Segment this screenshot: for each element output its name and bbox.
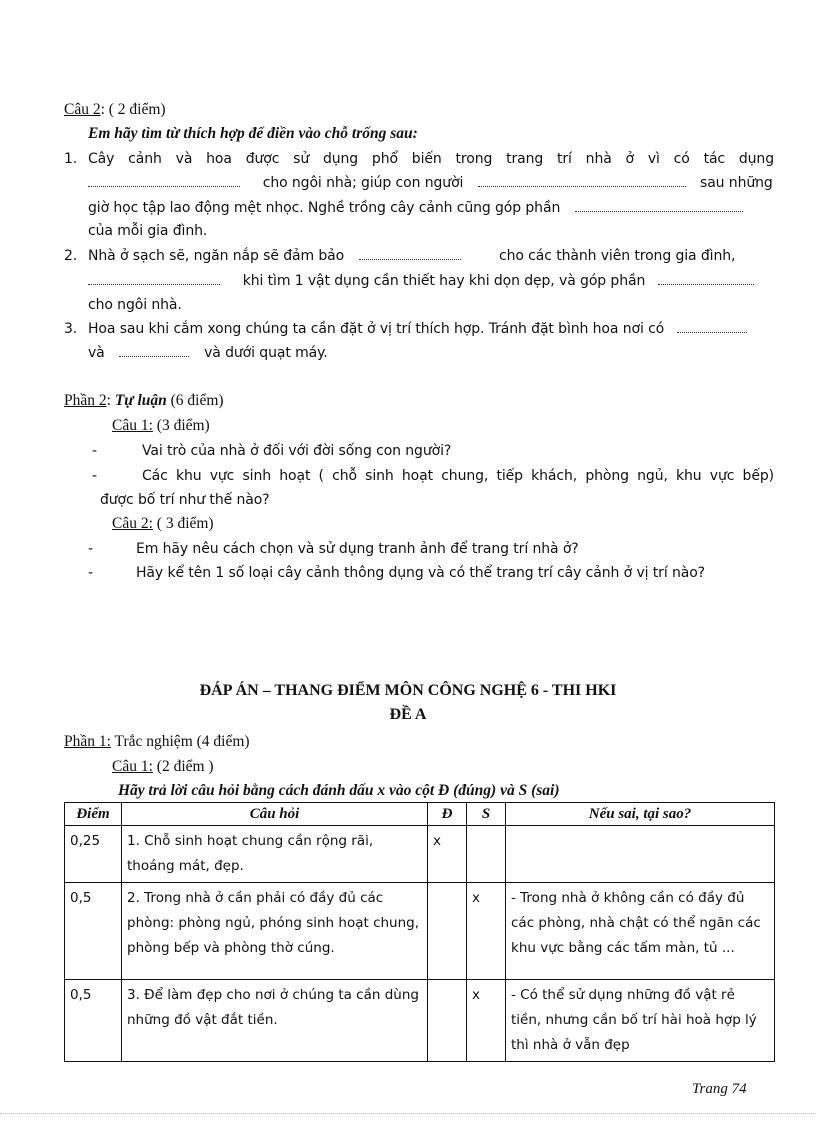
cell-ly-do: - Có thể sử dụng những đồ vật rẻ tiền, nhưng cần bố trí hài hoà hợp lý thì nhà ở vẫn đẹp [506, 980, 775, 1062]
answer-subtitle: ĐỀ A [389, 706, 427, 723]
answer-cau1-label: Câu 1: [112, 758, 153, 775]
header-sai: S [467, 803, 506, 826]
item1-line3 [88, 198, 743, 218]
phan2-title: Tự luận [114, 392, 167, 409]
item2-line2a: khi tìm 1 vật dụng cần thiết hay khi dọn dẹp, và góp phần [242, 273, 646, 289]
phan2-cau1-heading [112, 416, 210, 436]
cell-sai: x [467, 883, 506, 980]
answer-phan1-points: (4 điểm) [192, 733, 250, 750]
blank-dots [119, 346, 189, 357]
table-row [65, 826, 775, 883]
table-row [65, 883, 775, 980]
dash: - [92, 468, 97, 484]
dash: - [88, 565, 93, 581]
phan2-sep: : [106, 392, 115, 409]
cell-diem: 0,25 [65, 826, 122, 883]
answer-phan1-heading [64, 732, 250, 752]
item1-line4: của mỗi gia đình. [88, 223, 208, 239]
phan2-cau2-item2: Hãy kể tên 1 số loại cây cảnh thông dụng và có thể trang trí cây cảnh ở vị trí nào? [136, 565, 706, 581]
item1-line2 [88, 173, 686, 193]
dash: - [92, 443, 97, 459]
dash: - [88, 541, 93, 557]
blank-dots [658, 274, 754, 285]
blank-dots [677, 322, 747, 333]
item2-line2 [88, 271, 754, 291]
cau2-heading [64, 100, 166, 120]
item2-number: 2. [64, 248, 78, 264]
blank-dots [575, 201, 743, 212]
page-number: Trang 74 [692, 1081, 747, 1097]
item3-line1-text: Hoa sau khi cắm xong chúng ta cần đặt ở vị trí thích hợp. Tránh đặt bình hoa nơi có [88, 321, 665, 337]
item1-line2b: sau những [700, 175, 773, 191]
item2-line1a-text: Nhà ở sạch sẽ, ngăn nắp sẽ đảm bảo [88, 248, 345, 264]
table-header-row [65, 803, 775, 826]
blank-dots [359, 249, 461, 260]
answer-cau1-heading [112, 757, 214, 777]
cell-ly-do [506, 826, 775, 883]
cell-cau-hoi: 1. Chỗ sinh hoạt chung cần rộng rãi, thoáng mát, đẹp. [122, 826, 428, 883]
item3-line2a: và [88, 345, 105, 361]
header-diem: Điểm [65, 803, 122, 826]
cell-dung [428, 883, 467, 980]
answer-phan1-title: Trắc nghiệm [110, 733, 193, 750]
item1-line3-text: giờ học tập lao động mệt nhọc. Nghề trồng cây cảnh cũng góp phần [88, 200, 561, 216]
item1-line2a: cho ngôi nhà; giúp con người [262, 175, 464, 191]
phan2-cau1-label: Câu 1: [112, 417, 153, 434]
item2-line1a [88, 246, 461, 266]
item1-line1: Cây cảnh và hoa được sử dụng phổ biến trong trang trí nhà ở vì có tác dụng [88, 151, 774, 167]
answer-cau1-points: (2 điểm ) [152, 758, 214, 775]
cau2-instruction: Em hãy tìm từ thích hợp để điền vào chỗ trống sau: [88, 125, 418, 142]
header-ly-do: Nếu sai, tại sao? [506, 803, 775, 826]
item1-number: 1. [64, 151, 78, 167]
cell-sai: x [467, 980, 506, 1062]
cell-dung: x [428, 826, 467, 883]
item3-line2 [88, 343, 328, 363]
phan2-cau1-points: (3 điểm) [152, 417, 210, 434]
item3-number: 3. [64, 321, 78, 337]
phan2-cau1-item2-cont: được bố trí như thế nào? [100, 492, 270, 508]
item2-line1b: cho các thành viên trong gia đình, [499, 248, 736, 264]
blank-dots [88, 176, 240, 187]
phan2-cau2-item1: Em hãy nêu cách chọn và sử dụng tranh ảnh để trang trí nhà ở? [136, 541, 579, 557]
header-cau-hoi: Câu hỏi [122, 803, 428, 826]
cell-diem: 0,5 [65, 980, 122, 1062]
phan2-label: Phần 2 [64, 392, 107, 409]
cell-cau-hoi: 3. Để làm đẹp cho nơi ở chúng ta cần dùng những đồ vật đắt tiền. [122, 980, 428, 1062]
item3-line1 [88, 319, 747, 339]
cell-diem: 0,5 [65, 883, 122, 980]
cell-dung [428, 980, 467, 1062]
cell-cau-hoi: 2. Trong nhà ở cần phải có đầy đủ các phòng: phòng ngủ, phóng sinh hoạt chung, phòng bếp và phòng thờ cúng. [122, 883, 428, 980]
phan2-cau1-item1: Vai trò của nhà ở đối với đời sống con người? [142, 443, 452, 459]
footer-divider [0, 1113, 816, 1114]
cau2-label: Câu 2 [64, 101, 101, 118]
answer-instruction: Hãy trả lời câu hỏi bằng cách đánh dấu x vào cột Đ (đúng) và S (sai) [118, 782, 560, 799]
phan2-cau2-points: ( 3 điểm) [152, 515, 214, 532]
item3-line2b: và dưới quạt máy. [204, 345, 328, 361]
header-dung: Đ [428, 803, 467, 826]
phan2-heading [64, 391, 224, 411]
phan2-cau2-label: Câu 2: [112, 515, 153, 532]
cau2-points: : ( 2 điểm) [100, 101, 166, 118]
cell-sai [467, 826, 506, 883]
item2-line3: cho ngôi nhà. [88, 297, 182, 313]
answer-phan1-label: Phần 1: [64, 733, 111, 750]
cell-ly-do: - Trong nhà ở không cần có đầy đủ các phòng, nhà chật có thể ngăn các khu vực bằng các tấm màn, tủ ... [506, 883, 775, 980]
phan2-cau1-item2: Các khu vực sinh hoạt ( chỗ sinh hoạt chung, tiếp khách, phòng ngủ, khu vực bếp) [142, 468, 774, 484]
answer-title: ĐÁP ÁN – THANG ĐIỂM MÔN CÔNG NGHỆ 6 - THI HKI [199, 682, 617, 699]
answer-table [64, 802, 775, 1062]
table-row [65, 980, 775, 1062]
blank-dots [478, 176, 686, 187]
phan2-cau2-heading [112, 514, 214, 534]
phan2-points: (6 điểm) [166, 392, 224, 409]
blank-dots [88, 274, 220, 285]
